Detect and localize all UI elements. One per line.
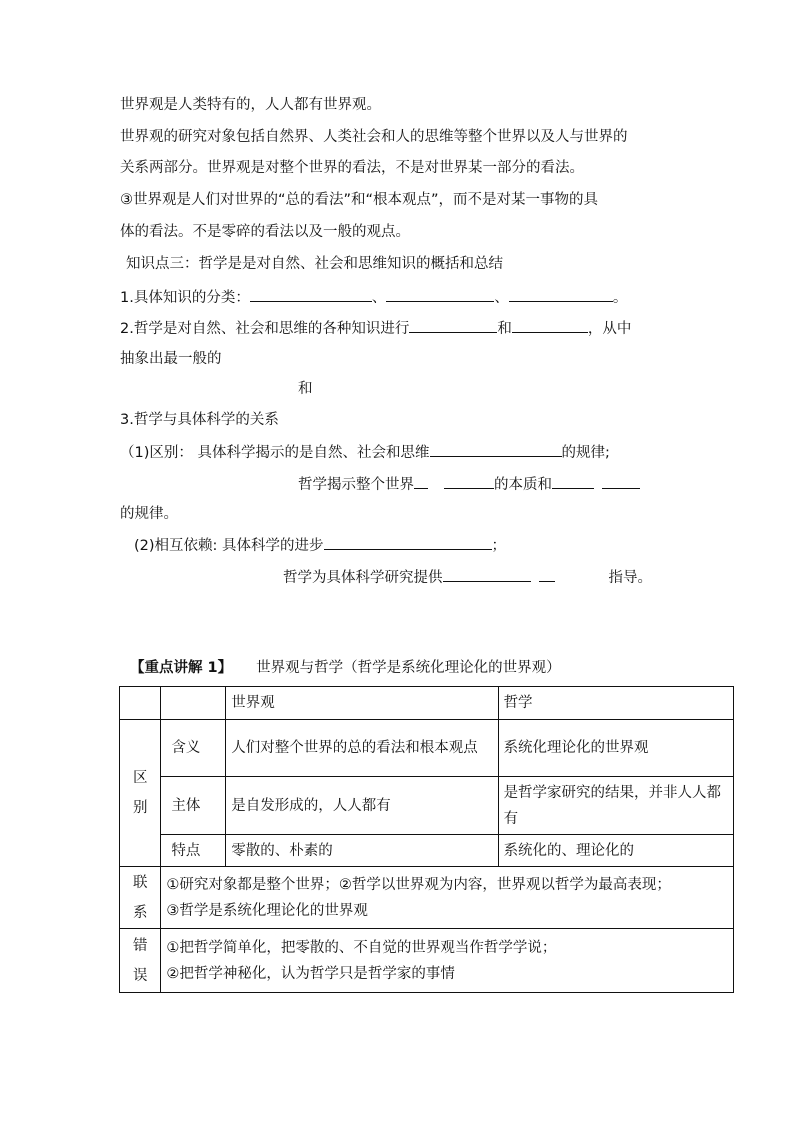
- header-worldview: 世界观: [226, 687, 498, 720]
- header-philosophy: 哲学: [498, 687, 733, 720]
- blank: [509, 286, 613, 302]
- paragraph-2: 世界观的研究对象包括自然界、人类社会和人的思维等整个世界以及人与世界的: [120, 129, 628, 145]
- question-1: [120, 286, 627, 308]
- question-3-title: 3.哲学与具体科学的关系: [120, 412, 279, 428]
- q2-prefix: 2.哲学是对自然、社会和思维的各种知识进行: [120, 321, 410, 337]
- error-text-line-1: ①把哲学简单化，把零散的、不自觉的世界观当作哲学学说；: [166, 939, 557, 956]
- q3d-end: 指导。: [608, 570, 652, 586]
- blank: [409, 317, 497, 333]
- blank: [324, 534, 492, 550]
- paragraph-3: 关系两部分。世界观是对整个世界的看法，不是对世界某一部分的看法。: [120, 160, 584, 176]
- key-point-title: 世界观与哲学（哲学是系统化理论化的世界观）: [256, 660, 561, 676]
- q1-separator: 、: [494, 290, 509, 306]
- q3a-end: 的规律;: [561, 445, 610, 461]
- question-2: [120, 317, 631, 339]
- question-3-guidance: [283, 566, 652, 588]
- q1-end: 。: [612, 290, 628, 306]
- q3b-prefix: 哲学揭示整个世界: [298, 477, 414, 493]
- blank: [512, 317, 588, 333]
- blank: [444, 473, 494, 489]
- question-3-philosophy: [298, 473, 640, 495]
- row-philosophy: 是哲学家研究的结果，并非人人都有: [498, 777, 733, 835]
- blank: [539, 566, 555, 582]
- row-philosophy: 系统化理论化的世界观: [498, 720, 733, 777]
- blank: [414, 473, 428, 489]
- row-worldview: 人们对整个世界的总的看法和根本观点: [226, 720, 498, 777]
- key-point-label: 【重点讲解 1】: [130, 660, 233, 676]
- link-label-text: 联系: [132, 874, 148, 921]
- blank: [602, 473, 640, 489]
- comparison-table: [119, 686, 734, 993]
- link-text-line-1: ①研究对象都是整个世界；②哲学以世界观为内容，世界观以哲学为最高表现；: [166, 876, 671, 893]
- row-label: 特点: [161, 835, 226, 867]
- q3c-prefix: (2)相互依赖: 具体科学的进步: [134, 538, 324, 554]
- error-label-text: 错误: [132, 937, 148, 984]
- key-point-heading: [130, 658, 561, 678]
- question-3-dependency: [134, 534, 506, 556]
- q3d-prefix: 哲学为具体科学研究提供: [283, 570, 443, 586]
- q2-mid: 和: [497, 321, 512, 337]
- blank: [386, 286, 494, 302]
- diff-label: [120, 720, 161, 867]
- q3a-prefix: （1)区别： 具体科学揭示的是自然、社会和思维: [120, 445, 430, 461]
- section-title: 知识点三：哲学是是对自然、社会和思维知识的概括和总结: [126, 256, 503, 272]
- link-label: [120, 867, 161, 929]
- link-text-line-2: ③哲学是系统化理论化的世界观: [166, 902, 368, 919]
- blank: [443, 566, 531, 582]
- row-label: 主体: [161, 777, 226, 835]
- question-2-line-3: 和: [298, 381, 313, 397]
- q2-end: ，从中: [587, 321, 632, 337]
- q1-separator: 、: [371, 290, 387, 306]
- error-label: [120, 929, 161, 993]
- blank: [430, 441, 562, 457]
- table-corner: [120, 687, 161, 720]
- question-3-distinction: [120, 441, 610, 463]
- error-text: [161, 929, 734, 993]
- row-worldview: 零散的、朴素的: [226, 835, 498, 867]
- paragraph-4: ③世界观是人们对世界的“总的看法”和“根本观点”，而不是对某一事物的具: [120, 192, 599, 208]
- blank: [250, 286, 372, 302]
- q1-prefix: 1.具体知识的分类：: [120, 290, 250, 306]
- link-text: [161, 867, 734, 929]
- paragraph-1: 世界观是人类特有的，人人都有世界观。: [120, 97, 381, 113]
- question-3-philosophy-end: 的规律。: [120, 506, 178, 522]
- q3c-end: ；: [491, 538, 507, 554]
- row-label: 含义: [161, 720, 226, 777]
- row-philosophy: 系统化的、理论化的: [498, 835, 733, 867]
- blank: [552, 473, 594, 489]
- diff-label-text: 区别: [132, 770, 148, 816]
- paragraph-5: 体的看法。不是零碎的看法以及一般的观点。: [120, 224, 410, 240]
- row-worldview: 是自发形成的，人人都有: [226, 777, 498, 835]
- q3b-mid: 的本质和: [494, 477, 552, 493]
- error-text-line-2: ②把哲学神秘化，认为哲学只是哲学家的事情: [166, 965, 455, 982]
- table-corner: [161, 687, 226, 720]
- question-2-line-2: 抽象出最一般的: [120, 351, 222, 367]
